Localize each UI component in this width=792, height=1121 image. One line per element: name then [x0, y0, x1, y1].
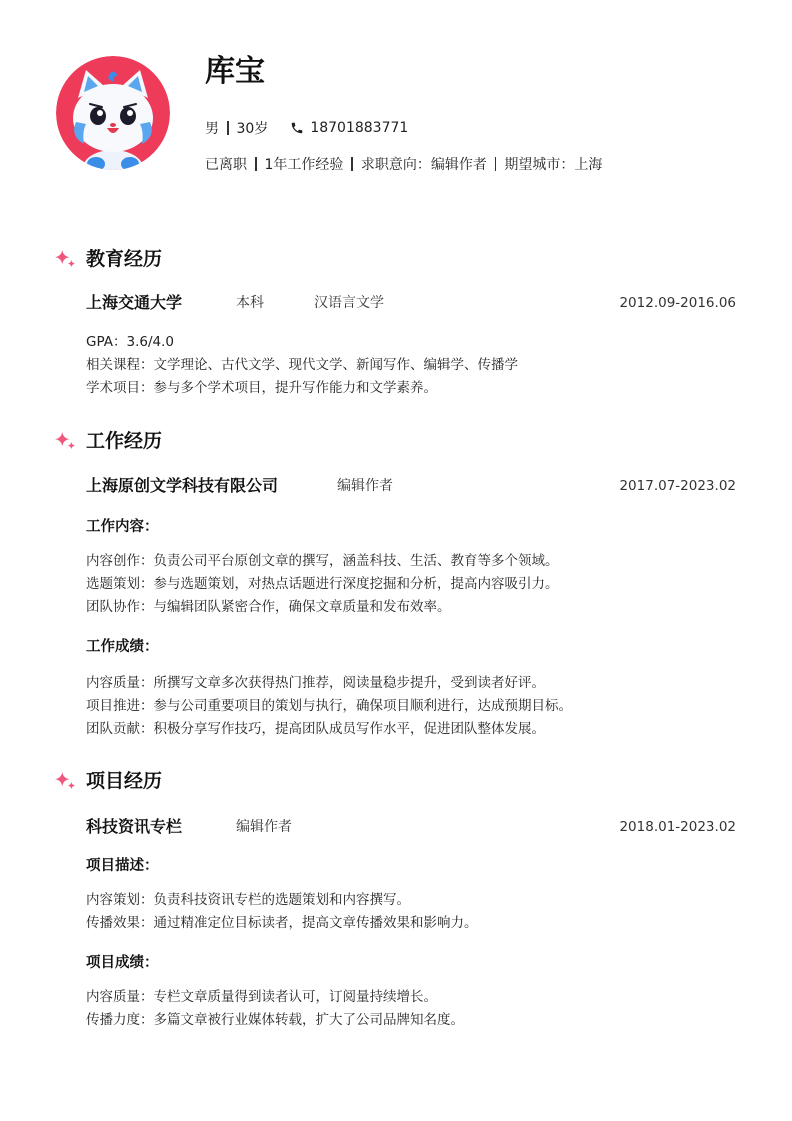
project-result-heading: 项目成绩：: [86, 955, 159, 971]
project-description-line: 传播效果：通过精准定位目标读者，提高文章传播效果和影响力。: [86, 915, 478, 931]
work-content-line: 团队协作：与编辑团队紧密合作，确保文章质量和发布效率。: [86, 599, 451, 615]
sparkle-icon: [54, 770, 76, 792]
work-achievement-line: 团队贡献：积极分享写作技巧，提高团队成员写作水平，促进团队整体发展。: [86, 721, 545, 737]
divider: [255, 157, 257, 171]
school-name: 上海交通大学: [86, 293, 183, 312]
project-role: 编辑作者: [236, 819, 292, 835]
job-intention: 求职意向：编辑作者: [360, 157, 487, 173]
avatar: [56, 56, 170, 170]
section-project-title: [54, 769, 162, 793]
project-result-line: 内容质量：专栏文章质量得到读者认可，订阅量持续增长。: [86, 989, 437, 1005]
section-work-title: [54, 429, 162, 453]
sparkle-icon: [54, 248, 76, 270]
candidate-name: 库宝: [205, 54, 265, 89]
work-achievement-list: [86, 672, 736, 741]
work-entry-header: [86, 474, 736, 498]
work-content-heading: 工作内容：: [86, 519, 159, 535]
section-heading: 教育经历: [86, 248, 163, 270]
status-info-row: [205, 154, 602, 174]
employment-status: 已离职: [205, 157, 247, 173]
project-date: 2018.01-2023.02: [619, 819, 736, 835]
divider: [351, 157, 353, 171]
sparkle-icon: [54, 430, 76, 452]
project-entry-header: [86, 815, 736, 839]
phone-info: [290, 120, 408, 136]
work-content-line: 内容创作：负责公司平台原创文章的撰写，涵盖科技、生活、教育等多个领域。: [86, 553, 559, 569]
divider: [227, 121, 229, 135]
education-entry-header: [86, 291, 736, 315]
project-description-list: [86, 889, 736, 935]
project-result-line: 传播力度：多篇文章被行业媒体转载，扩大了公司品牌知名度。: [86, 1012, 464, 1028]
education-details: [86, 331, 736, 400]
work-content-line: 选题策划：参与选题策划，对热点话题进行深度挖掘和分析，提高内容吸引力。: [86, 576, 559, 592]
education-line: 相关课程：文学理论、古代文学、现代文学、新闻写作、编辑学、传播学: [86, 357, 518, 373]
section-heading: 项目经历: [86, 770, 163, 792]
gender: 男: [205, 121, 219, 137]
work-date: 2017.07-2023.02: [619, 478, 736, 494]
work-experience-years: 1年工作经验: [264, 157, 344, 173]
work-achievement-line: 内容质量：所撰写文章多次获得热门推荐，阅读量稳步提升，受到读者好评。: [86, 675, 545, 691]
age: 30岁: [236, 121, 269, 137]
phone-number: 18701883771: [310, 120, 409, 136]
company-name: 上海原创文学科技有限公司: [86, 476, 279, 495]
work-achievement-line: 项目推进：参与公司重要项目的策划与执行，确保项目顺利进行，达成预期目标。: [86, 698, 572, 714]
education-date: 2012.09-2016.06: [619, 295, 736, 311]
cat-mascot-avatar: [56, 56, 170, 170]
project-description-heading: 项目描述：: [86, 858, 159, 874]
project-name: 科技资讯专栏: [86, 817, 183, 836]
education-line: GPA：3.6/4.0: [86, 334, 174, 350]
job-role: 编辑作者: [337, 478, 393, 494]
section-education-title: [54, 247, 162, 271]
divider: [495, 157, 497, 171]
project-result-list: [86, 986, 736, 1032]
major: 汉语言文学: [314, 295, 384, 311]
expected-city: 期望城市：上海: [504, 157, 603, 173]
basic-info-row: [205, 118, 408, 138]
degree: 本科: [236, 295, 264, 311]
education-line: 学术项目：参与多个学术项目，提升写作能力和文学素养。: [86, 380, 437, 396]
phone-icon: [290, 121, 304, 135]
section-heading: 工作经历: [86, 430, 163, 452]
project-description-line: 内容策划：负责科技资讯专栏的选题策划和内容撰写。: [86, 892, 410, 908]
work-achievement-heading: 工作成绩：: [86, 639, 159, 655]
work-content-list: [86, 550, 736, 619]
